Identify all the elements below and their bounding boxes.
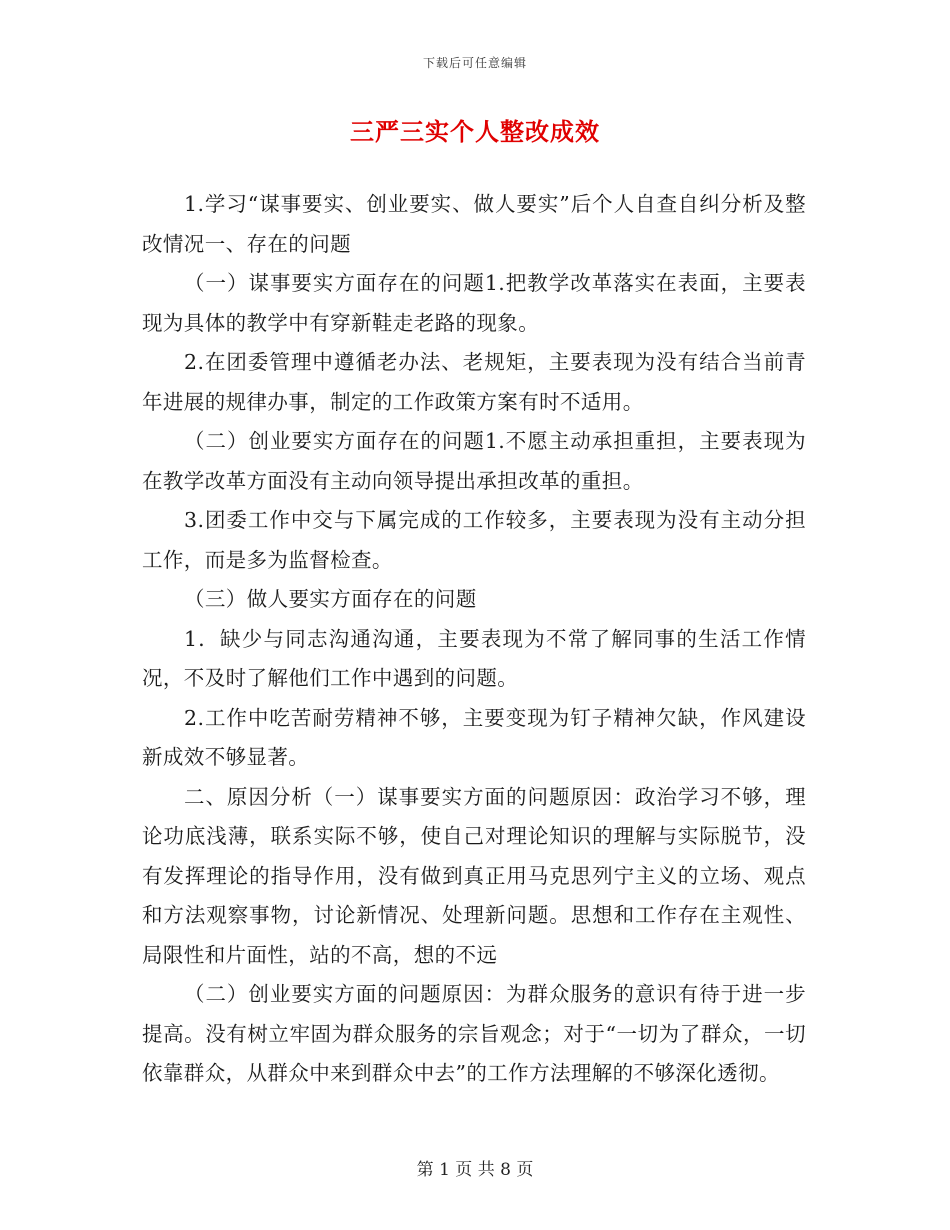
document-body <box>142 185 806 1094</box>
paragraph-8: 2.工作中吃苦耐劳精神不够，主要变现为钉子精神欠缺，作风建设新成效不够显著。 <box>142 705 806 769</box>
page-footer: 第 1 页 共 8 页 <box>416 1160 534 1180</box>
paragraph-6: （三）做人要实方面存在的问题 <box>184 587 477 611</box>
paragraph-2: （一）谋事要实方面存在的问题1.把教学改革落实在表面，主要表现为具体的教学中有穿新鞋走老路的现象。 <box>142 271 806 335</box>
header-note: 下载后可任意编辑 <box>422 56 527 70</box>
paragraph-1: 1.学习“谋事要实、创业要实、做人要实”后个人自查自纠分析及整改情况一、存在的问题 <box>142 192 806 256</box>
paragraph-10: （二）创业要实方面的问题原因：为群众服务的意识有待于进一步提高。没有树立牢固为群众服务的宗旨观念；对于“一切为了群众，一切依靠群众，从群众中来到群众中去”的工作方法理解的不够深化透彻。 <box>142 982 806 1085</box>
document-title: 三严三实个人整改成效 <box>350 117 600 146</box>
paragraph-5: 3.团委工作中交与下属完成的工作较多，主要表现为没有主动分担工作，而是多为监督检查。 <box>142 508 806 572</box>
paragraph-7: 1．缺少与同志沟通沟通，主要表现为不常了解同事的生活工作情况，不及时了解他们工作中遇到的问题。 <box>142 626 806 690</box>
paragraph-9: 二、原因分析（一）谋事要实方面的问题原因：政治学习不够，理论功底浅薄，联系实际不够，使自己对理论知识的理解与实际脱节，没有发挥理论的指导作用，没有做到真正用马克思列宁主义的立场、观点和方法观察事物，讨论新情况、处理新问题。思想和工作存在主观性、局限性和片面性，站的不高，想的不远 <box>142 784 806 967</box>
paragraph-3: 2.在团委管理中遵循老办法、老规矩，主要表现为没有结合当前青年进展的规律办事，制定的工作政策方案有时不适用。 <box>142 350 806 414</box>
paragraph-4: （二）创业要实方面存在的问题1.不愿主动承担重担，主要表现为在教学改革方面没有主动向领导提出承担改革的重担。 <box>142 429 806 493</box>
